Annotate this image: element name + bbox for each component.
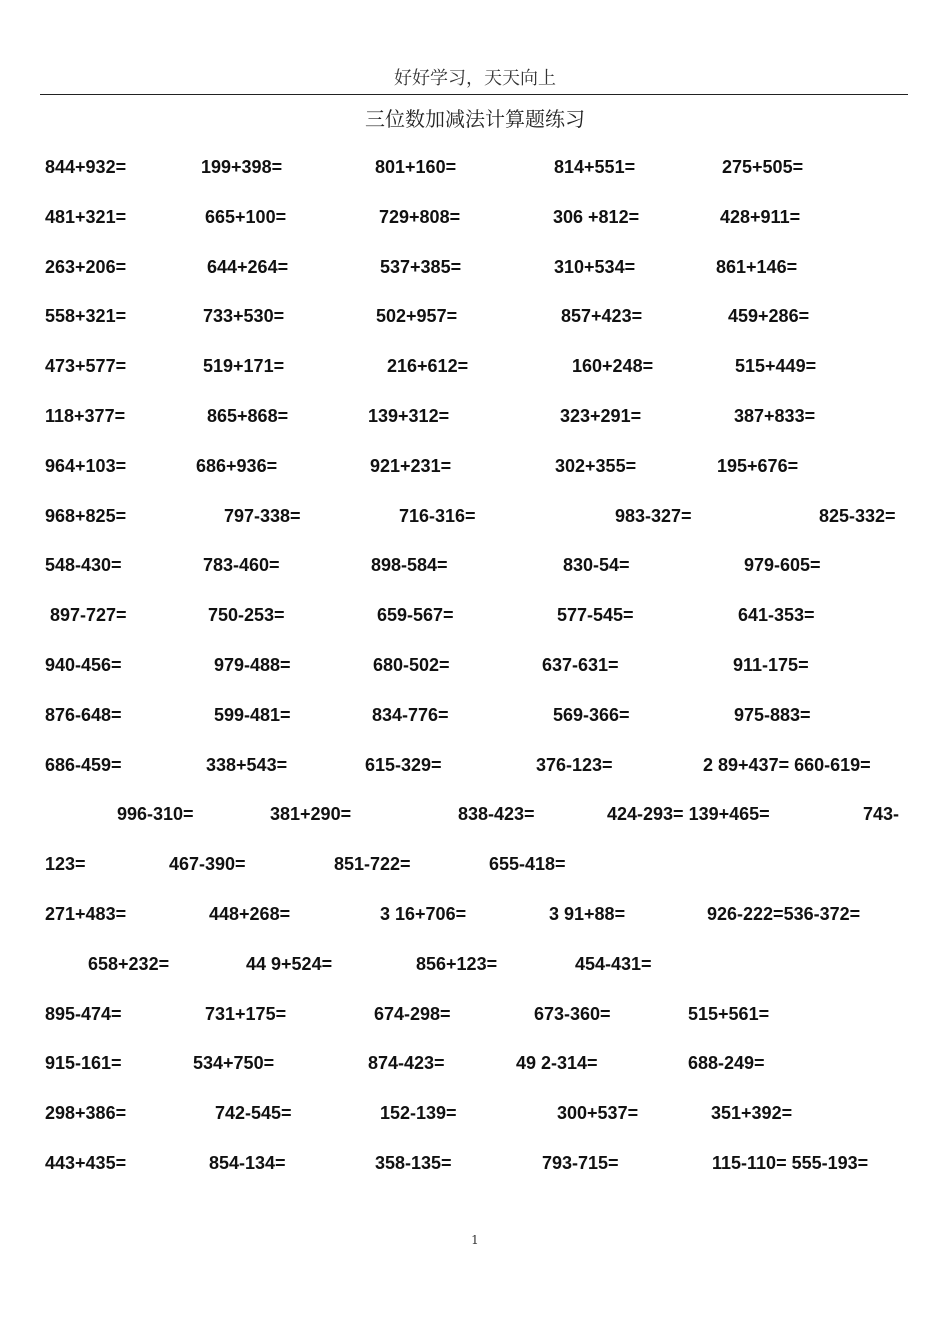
problem-item: 825-332= [819,505,896,526]
problem-item: 310+534= [554,256,636,277]
problem-item: 306 +812= [553,206,640,227]
problem-item: 515+449= [735,356,817,377]
problem-item: 473+577= [45,356,127,377]
problem-item: 424-293= 139+465= [607,804,770,825]
problem-item: 975-883= [734,704,811,725]
problem-item: 731+175= [205,1003,287,1024]
problem-item: 865+868= [207,406,289,426]
problem-item: 940-456= [45,655,122,675]
problem-item: 659-567= [377,605,454,626]
problem-item: 298+386= [45,1103,127,1124]
problem-item: 926-222=536-372= [707,904,861,924]
problem-item: 558+321= [45,306,127,327]
problem-item: 876-648= [45,704,122,725]
problem-item: 688-249= [688,1053,765,1074]
problem-item: 716-316= [399,505,476,526]
problem-item: 851-722= [334,854,411,875]
problem-item: 448+268= [209,904,291,924]
problem-item: 569-366= [553,704,630,725]
problem-item: 644+264= [207,256,289,277]
problem-item: 793-715= [542,1153,619,1173]
problem-item: 921+231= [370,455,452,476]
problem-item: 376-123= [536,754,613,775]
problem-item: 381+290= [270,804,352,825]
problem-item: 861+146= [716,256,798,277]
problem-item: 750-253= [208,605,285,626]
problem-item: 195+676= [717,455,799,476]
problem-item: 302+355= [555,455,637,476]
problem-item: 443+435= [45,1153,127,1173]
problem-item: 577-545= [557,605,634,626]
problem-item: 3 16+706= [380,904,467,924]
problem-item: 838-423= [458,804,535,825]
problem-item: 911-175= [733,655,809,675]
problem-item: 743- [863,804,900,825]
problem-item: 323+291= [560,406,642,426]
problem-item: 599-481= [214,704,291,725]
problem-item: 351+392= [711,1103,793,1124]
problem-item: 834-776= [372,704,449,725]
problem-item: 152-139= [380,1103,457,1124]
problem-item: 874-423= [368,1053,445,1074]
problem-item: 658+232= [88,953,170,974]
problem-item: 996-310= [117,804,194,825]
page-header-motto: 好好学习，天天向上 [394,68,556,89]
problem-item: 3 91+88= [549,904,626,924]
problem-item: 854-134= [209,1153,286,1173]
problem-item: 118+377= [45,406,126,426]
problem-item: 271+483= [45,904,127,924]
problem-item: 968+825= [45,505,127,526]
problem-item: 428+911= [720,206,801,227]
problem-item: 481+321= [45,206,127,227]
problem-item: 814+551= [554,157,636,177]
problem-item: 502+957= [376,306,458,327]
problem-item: 615-329= [365,754,442,775]
problem-item: 655-418= [489,854,566,875]
problem-item: 2 89+437= 660-619= [703,754,871,775]
problem-item: 897-727= [50,605,127,626]
problem-item: 844+932= [45,157,127,177]
problem-item: 915-161= [45,1053,122,1074]
problem-item: 783-460= [203,555,280,576]
problem-item: 338+543= [206,754,288,775]
problem-item: 674-298= [374,1003,451,1024]
problem-item: 898-584= [371,555,448,576]
problem-item: 801+160= [375,157,457,177]
problem-item: 729+808= [379,206,461,227]
problem-item: 300+537= [557,1103,639,1124]
problem-item: 895-474= [45,1003,122,1024]
page-number: 1 [471,1233,479,1247]
problem-item: 467-390= [169,854,246,875]
problem-item: 979-605= [744,555,821,576]
problem-item: 797-338= [224,505,301,526]
problem-item: 673-360= [534,1003,611,1024]
problem-item: 983-327= [615,505,692,526]
problem-item: 454-431= [575,953,652,974]
problem-item: 44 9+524= [246,953,333,974]
problem-item: 686+936= [196,455,278,476]
problem-item: 534+750= [193,1053,275,1074]
problem-item: 387+833= [734,406,816,426]
problem-item: 123= [45,854,86,875]
problem-item: 686-459= [45,754,122,775]
problem-item: 979-488= [214,655,291,675]
problem-item: 515+561= [688,1003,770,1024]
problem-item: 641-353= [738,605,815,626]
problem-item: 964+103= [45,455,127,476]
problem-item: 358-135= [375,1153,452,1173]
problem-item: 742-545= [215,1103,292,1124]
problem-item: 459+286= [728,306,810,327]
problem-item: 548-430= [45,555,122,576]
problem-item: 733+530= [203,306,285,327]
problem-item: 830-54= [563,555,630,576]
problem-item: 199+398= [201,157,283,177]
problem-item: 537+385= [380,256,462,277]
problem-item: 519+171= [203,356,285,377]
problem-item: 665+100= [205,206,287,227]
problem-item: 49 2-314= [516,1053,598,1074]
problem-item: 857+423= [561,306,643,327]
worksheet-title: 三位数加减法计算题练习 [365,107,585,131]
problem-item: 275+505= [722,157,804,177]
problem-item: 680-502= [373,655,450,675]
problem-item: 160+248= [572,356,654,377]
problem-item: 856+123= [416,953,498,974]
problem-item: 139+312= [368,406,450,426]
problem-item: 263+206= [45,256,127,277]
problem-item: 115-110= 555-193= [712,1153,869,1173]
problem-item: 637-631= [542,655,619,675]
problem-item: 216+612= [387,356,469,377]
